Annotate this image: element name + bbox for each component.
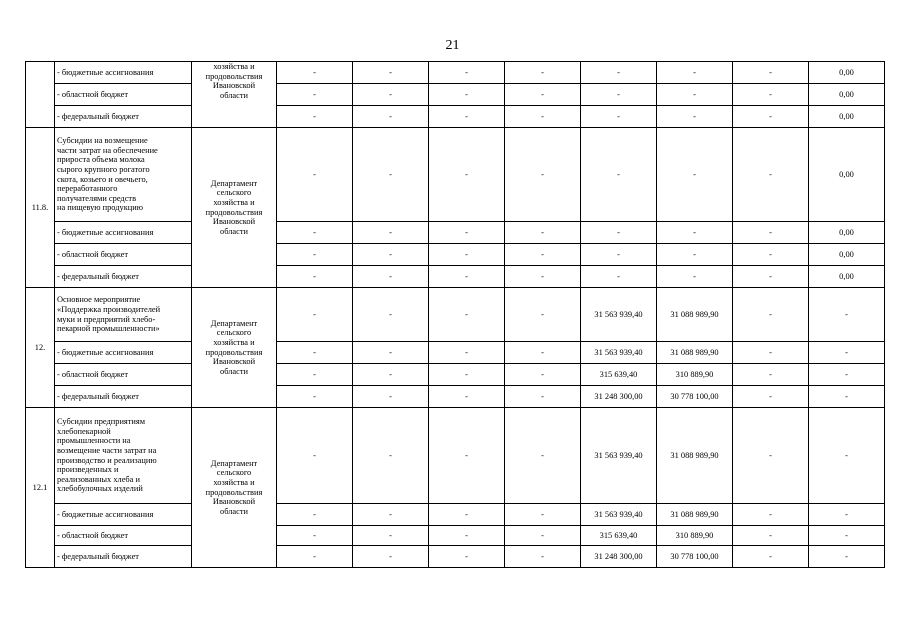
value-cell: - xyxy=(581,244,657,266)
item-description xyxy=(55,288,192,342)
table-row xyxy=(26,364,885,386)
item-number: 12. xyxy=(26,288,55,408)
responsible-line: Ивановской xyxy=(212,81,256,91)
page-number: 21 xyxy=(445,38,460,53)
responsible-line: хозяйства и xyxy=(213,477,255,487)
responsible-line: сельского xyxy=(216,468,252,478)
description-line: Субсидии предприятиям xyxy=(57,417,146,427)
responsible-line: продовольствия xyxy=(205,71,263,81)
value-cell: - xyxy=(505,84,581,106)
table-row xyxy=(26,62,885,84)
value-cell: - xyxy=(353,364,429,386)
responsible-line: Ивановской xyxy=(212,217,256,227)
value-cell: - xyxy=(657,266,733,288)
value-cell: - xyxy=(277,128,353,222)
value-cell: - xyxy=(353,408,429,504)
value-cell: - xyxy=(353,526,429,546)
value-cell: - xyxy=(429,504,505,526)
funding-source-label: - бюджетные ассигнования xyxy=(55,504,192,526)
value-cell: 31 088 989,90 xyxy=(657,408,733,504)
value-cell: - xyxy=(429,364,505,386)
table-row xyxy=(26,244,885,266)
description-line: муки и предприятий хлебо- xyxy=(57,314,156,324)
description-line: пекарной промышленности» xyxy=(57,324,160,334)
description-line: сырого крупного рогатого xyxy=(57,164,150,174)
table-row xyxy=(26,288,885,342)
value-cell: - xyxy=(581,84,657,106)
value-cell: 0,00 xyxy=(809,128,885,222)
responsible-line: области xyxy=(220,226,248,236)
value-cell: - xyxy=(277,342,353,364)
value-cell: - xyxy=(505,408,581,504)
value-cell: - xyxy=(353,222,429,244)
description-line: хлебопекарной xyxy=(57,426,111,436)
responsible-line: Департамент xyxy=(210,458,258,468)
value-cell: - xyxy=(733,222,809,244)
value-cell: - xyxy=(429,408,505,504)
value-cell: - xyxy=(505,106,581,128)
value-cell: - xyxy=(733,84,809,106)
value-cell: 31 088 989,90 xyxy=(657,342,733,364)
value-cell: - xyxy=(733,62,809,84)
value-cell: 315 639,40 xyxy=(581,364,657,386)
value-cell: - xyxy=(429,128,505,222)
responsible-line: продовольствия xyxy=(205,347,263,357)
description-line: Субсидии на возмещение xyxy=(57,136,148,146)
value-cell: - xyxy=(353,504,429,526)
responsible-line: хозяйства и xyxy=(213,337,255,347)
description-line: промышленности на xyxy=(57,436,131,446)
value-cell: 30 778 100,00 xyxy=(657,546,733,568)
funding-source-label: - областной бюджет xyxy=(55,526,192,546)
funding-source-label: - федеральный бюджет xyxy=(55,546,192,568)
value-cell: - xyxy=(809,288,885,342)
value-cell: - xyxy=(353,266,429,288)
responsible-line: Ивановской xyxy=(212,497,256,507)
responsible-line: сельского xyxy=(216,188,252,198)
value-cell: - xyxy=(429,84,505,106)
description-line: «Поддержка производителей xyxy=(57,304,161,314)
value-cell: 0,00 xyxy=(809,222,885,244)
value-cell: - xyxy=(733,342,809,364)
table-row xyxy=(26,546,885,568)
value-cell: - xyxy=(733,386,809,408)
value-cell: - xyxy=(505,386,581,408)
description-line: произведенных и xyxy=(57,465,119,475)
description-line: реализованных хлеба и xyxy=(57,474,140,484)
description-line: Основное мероприятие xyxy=(57,295,141,305)
value-cell: - xyxy=(733,288,809,342)
value-cell: - xyxy=(733,244,809,266)
value-cell: - xyxy=(277,84,353,106)
table-row xyxy=(26,106,885,128)
value-cell: - xyxy=(277,504,353,526)
value-cell: 30 778 100,00 xyxy=(657,386,733,408)
value-cell: - xyxy=(809,526,885,546)
funding-source-label: - областной бюджет xyxy=(55,364,192,386)
value-cell: - xyxy=(353,546,429,568)
value-cell: 31 563 939,40 xyxy=(581,408,657,504)
value-cell: - xyxy=(809,504,885,526)
value-cell: 0,00 xyxy=(809,62,885,84)
item-description xyxy=(55,128,192,222)
value-cell: - xyxy=(733,106,809,128)
table-body xyxy=(26,62,885,568)
funding-source-label: - федеральный бюджет xyxy=(55,386,192,408)
responsible-line: продовольствия xyxy=(205,207,263,217)
table-row xyxy=(26,408,885,504)
value-cell: - xyxy=(429,62,505,84)
value-cell: - xyxy=(277,546,353,568)
responsible-line: Департамент xyxy=(210,318,258,328)
value-cell: - xyxy=(277,386,353,408)
value-cell: - xyxy=(277,222,353,244)
value-cell: - xyxy=(429,288,505,342)
value-cell: - xyxy=(353,62,429,84)
value-cell: - xyxy=(429,266,505,288)
funding-source-label: - областной бюджет xyxy=(55,244,192,266)
table-row xyxy=(26,504,885,526)
description-line: производство и реализацию xyxy=(57,455,157,465)
value-cell: - xyxy=(657,106,733,128)
responsible-line: продовольствия xyxy=(205,487,263,497)
value-cell: - xyxy=(581,222,657,244)
responsible-line: хозяйства и xyxy=(213,197,255,207)
value-cell: - xyxy=(581,266,657,288)
value-cell: - xyxy=(581,62,657,84)
value-cell: - xyxy=(505,504,581,526)
value-cell: - xyxy=(505,342,581,364)
description-line: получателями средств xyxy=(57,193,137,203)
value-cell: - xyxy=(429,244,505,266)
value-cell: - xyxy=(657,84,733,106)
value-cell: - xyxy=(733,408,809,504)
value-cell: - xyxy=(505,364,581,386)
value-cell: - xyxy=(277,408,353,504)
table-row xyxy=(26,266,885,288)
value-cell: - xyxy=(809,546,885,568)
value-cell: - xyxy=(277,106,353,128)
budget-table xyxy=(25,61,885,568)
funding-source-label: - федеральный бюджет xyxy=(55,266,192,288)
value-cell: - xyxy=(353,288,429,342)
value-cell: - xyxy=(581,128,657,222)
funding-source-label: - областной бюджет xyxy=(55,84,192,106)
value-cell: - xyxy=(277,62,353,84)
responsible-line: Ивановской xyxy=(212,357,256,367)
description-line: прироста объема молока xyxy=(57,155,145,165)
item-description xyxy=(55,408,192,504)
responsible-department xyxy=(192,408,277,568)
value-cell: - xyxy=(657,244,733,266)
value-cell: - xyxy=(809,364,885,386)
value-cell: 315 639,40 xyxy=(581,526,657,546)
table-row xyxy=(26,526,885,546)
value-cell: 31 088 989,90 xyxy=(657,288,733,342)
value-cell: - xyxy=(277,364,353,386)
responsible-line: области xyxy=(220,366,248,376)
value-cell: - xyxy=(733,546,809,568)
value-cell: - xyxy=(353,386,429,408)
value-cell: - xyxy=(505,62,581,84)
value-cell: - xyxy=(277,526,353,546)
value-cell: 310 889,90 xyxy=(657,364,733,386)
value-cell: - xyxy=(277,266,353,288)
table-row xyxy=(26,386,885,408)
responsible-department xyxy=(192,128,277,288)
value-cell: 31 248 300,00 xyxy=(581,546,657,568)
value-cell: 31 248 300,00 xyxy=(581,386,657,408)
value-cell: - xyxy=(505,244,581,266)
description-line: на пищевую продукцию xyxy=(57,203,143,213)
responsible-line: области xyxy=(220,90,248,100)
value-cell: 31 088 989,90 xyxy=(657,504,733,526)
responsible-line: сельского xyxy=(216,328,252,338)
value-cell: - xyxy=(353,128,429,222)
value-cell: 310 889,90 xyxy=(657,526,733,546)
value-cell: - xyxy=(733,128,809,222)
description-line: хлебобулочных изделий xyxy=(57,484,143,494)
value-cell: - xyxy=(353,84,429,106)
value-cell: - xyxy=(505,526,581,546)
value-cell: - xyxy=(505,222,581,244)
value-cell: - xyxy=(353,342,429,364)
value-cell: - xyxy=(657,128,733,222)
value-cell: - xyxy=(353,106,429,128)
table-row xyxy=(26,222,885,244)
value-cell: 31 563 939,40 xyxy=(581,504,657,526)
responsible-department xyxy=(192,62,277,128)
value-cell: - xyxy=(277,288,353,342)
responsible-line: хозяйства и xyxy=(213,62,255,71)
description-line: возмещение части затрат на xyxy=(57,445,157,455)
value-cell: - xyxy=(809,342,885,364)
value-cell: - xyxy=(429,342,505,364)
description-line: части затрат на обеспечение xyxy=(57,145,158,155)
value-cell: - xyxy=(733,364,809,386)
value-cell: - xyxy=(733,526,809,546)
value-cell: - xyxy=(505,266,581,288)
value-cell: - xyxy=(429,526,505,546)
funding-source-label: - бюджетные ассигнования xyxy=(55,222,192,244)
value-cell: - xyxy=(505,546,581,568)
value-cell: 0,00 xyxy=(809,84,885,106)
value-cell: 0,00 xyxy=(809,106,885,128)
value-cell: 31 563 939,40 xyxy=(581,342,657,364)
table-row xyxy=(26,128,885,222)
value-cell: - xyxy=(429,546,505,568)
funding-source-label: - бюджетные ассигнования xyxy=(55,62,192,84)
item-number: 12.1 xyxy=(26,408,55,568)
item-number xyxy=(26,62,55,128)
value-cell: - xyxy=(733,266,809,288)
value-cell: - xyxy=(505,128,581,222)
value-cell: 0,00 xyxy=(809,266,885,288)
table-row xyxy=(26,342,885,364)
value-cell: - xyxy=(657,222,733,244)
value-cell: - xyxy=(505,288,581,342)
description-line: переработанного xyxy=(57,184,118,194)
value-cell: 31 563 939,40 xyxy=(581,288,657,342)
value-cell: 0,00 xyxy=(809,244,885,266)
value-cell: - xyxy=(581,106,657,128)
responsible-department xyxy=(192,288,277,408)
value-cell: - xyxy=(429,106,505,128)
table-row xyxy=(26,84,885,106)
funding-source-label: - бюджетные ассигнования xyxy=(55,342,192,364)
value-cell: - xyxy=(657,62,733,84)
value-cell: - xyxy=(429,222,505,244)
value-cell: - xyxy=(809,408,885,504)
funding-source-label: - федеральный бюджет xyxy=(55,106,192,128)
value-cell: - xyxy=(353,244,429,266)
description-line: скота, козьего и овечьего, xyxy=(57,174,148,184)
value-cell: - xyxy=(733,504,809,526)
responsible-line: Департамент xyxy=(210,178,258,188)
value-cell: - xyxy=(277,244,353,266)
value-cell: - xyxy=(809,386,885,408)
value-cell: - xyxy=(429,386,505,408)
responsible-line: области xyxy=(220,506,248,516)
item-number: 11.8. xyxy=(26,128,55,288)
